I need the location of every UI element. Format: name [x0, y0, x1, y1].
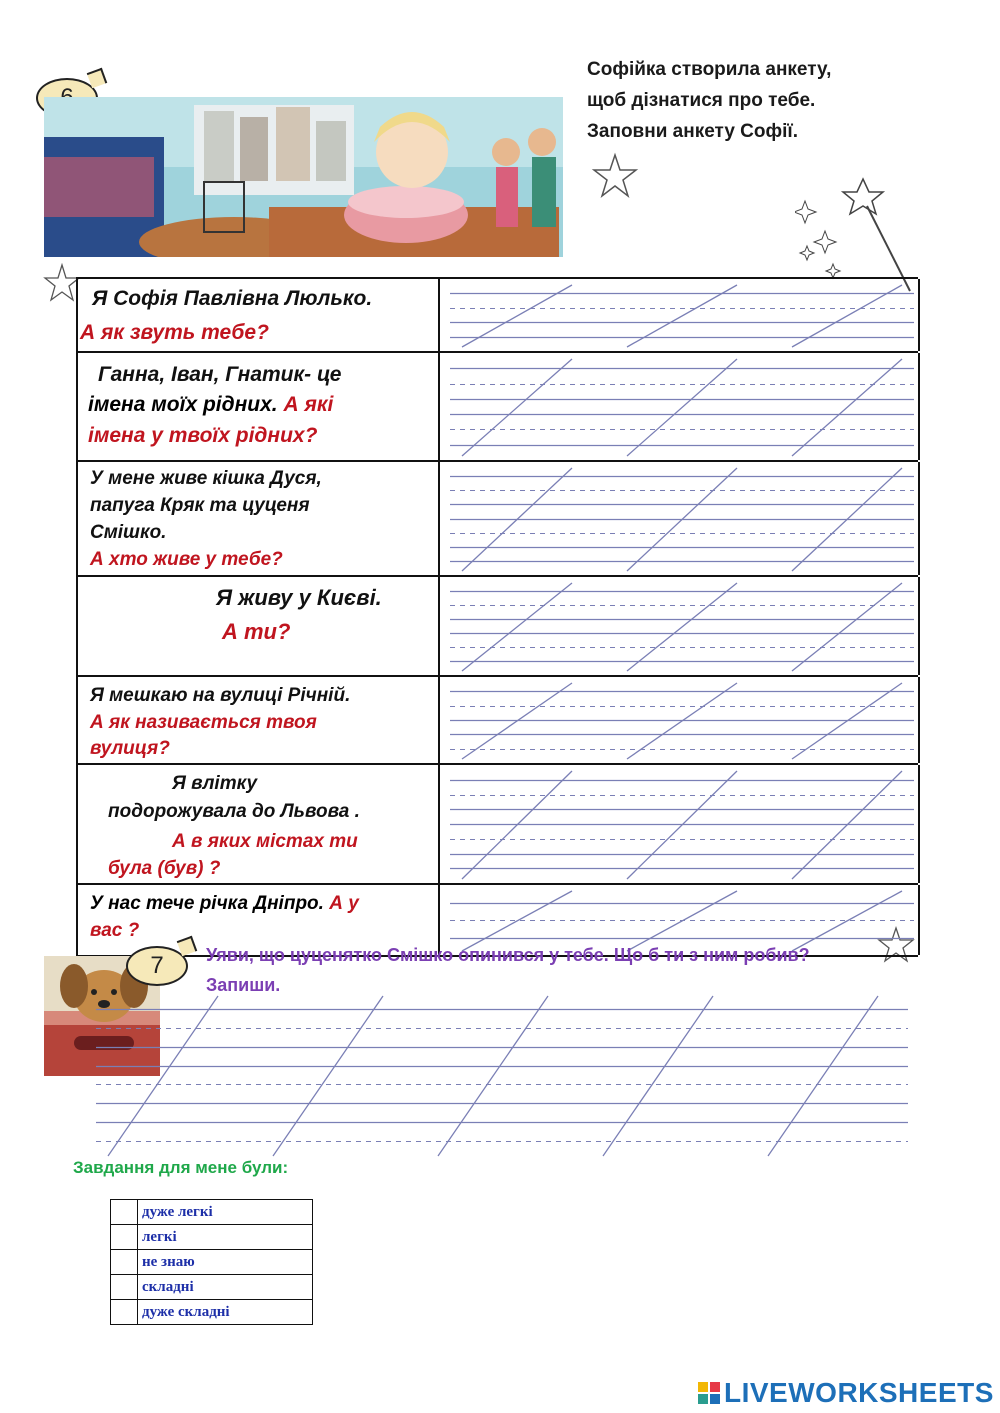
- question-cell: [78, 577, 440, 675]
- question-prompt: була (був) ?: [108, 858, 221, 879]
- question-text: Я мешкаю на вулиці Річній.: [90, 685, 351, 706]
- question-prompt: вулиця?: [90, 738, 170, 759]
- question-prompt: А як називається твоя: [90, 712, 317, 733]
- slant-guide-line: [627, 583, 737, 671]
- liveworksheets-logo: [698, 1377, 994, 1409]
- evaluation-checkbox[interactable]: [111, 1275, 138, 1300]
- question-prompt: імена у твоїх рідних?: [88, 424, 318, 447]
- answer-writing-lines[interactable]: [442, 677, 916, 763]
- answer-writing-lines[interactable]: [442, 765, 916, 883]
- question-prompt: А ти?: [222, 619, 291, 644]
- question-prompt: А у: [329, 893, 359, 914]
- question-cell: [78, 279, 440, 351]
- intro-line-3: Заповни анкету Софії.: [587, 121, 799, 142]
- question-text: імена моїх рідних.: [88, 393, 278, 416]
- slant-guide-line: [792, 359, 902, 456]
- evaluation-row: [111, 1250, 313, 1275]
- evaluation-option: дуже легкі: [138, 1200, 313, 1225]
- slant-guide-line: [462, 583, 572, 671]
- evaluation-checkbox[interactable]: [111, 1225, 138, 1250]
- evaluation-option: складні: [138, 1275, 313, 1300]
- slant-guide-line: [627, 359, 737, 456]
- slant-guide-line: [603, 996, 713, 1156]
- liveworksheets-mark-icon: [698, 1382, 720, 1404]
- evaluation-checkbox[interactable]: [111, 1200, 138, 1225]
- answer-writing-lines[interactable]: [442, 279, 916, 351]
- evaluation-row: [111, 1275, 313, 1300]
- evaluation-table: [110, 1199, 313, 1325]
- slant-guide-line: [273, 996, 383, 1156]
- answer-writing-lines[interactable]: [442, 353, 916, 460]
- question-prompt: А як звуть тебе?: [80, 321, 269, 344]
- intro-line-1: Софійка створила анкету,: [587, 59, 832, 80]
- question-text: папуга Кряк та цуценя: [90, 495, 310, 516]
- question-text: Я Софія Павлівна Люлько.: [92, 287, 373, 310]
- survey-row: [76, 462, 920, 575]
- slant-guide-line: [108, 996, 218, 1156]
- evaluation-row: [111, 1225, 313, 1250]
- evaluation-option: дуже складні: [138, 1300, 313, 1325]
- birthday-illustration: [44, 97, 563, 257]
- question-text: Я влітку: [172, 773, 258, 794]
- question-cell: [78, 765, 440, 883]
- survey-row: [76, 765, 920, 883]
- task-7-number: 7: [150, 952, 164, 979]
- slant-guide-line: [462, 359, 572, 456]
- slant-guide-line: [792, 583, 902, 671]
- intro-line-2: щоб дізнатися про тебе.: [587, 90, 816, 111]
- survey-table: [76, 277, 918, 957]
- intro-text: [587, 54, 831, 147]
- question-line: [88, 393, 333, 417]
- question-prompt: А хто живе у тебе?: [90, 549, 283, 570]
- answer-writing-lines[interactable]: [442, 577, 916, 675]
- task-7-instruction: Уяви, що цуценятко Смішко опинився у тебе. Що б ти з ним робив? Запиши.: [206, 945, 810, 995]
- evaluation-checkbox[interactable]: [111, 1300, 138, 1325]
- task-7-writing-lines[interactable]: [88, 990, 910, 1160]
- question-cell: [78, 677, 440, 763]
- answer-writing-lines[interactable]: [442, 462, 916, 575]
- task-7-badge: [126, 946, 188, 986]
- survey-row: [76, 279, 920, 351]
- question-cell: [78, 353, 440, 460]
- question-line: [90, 893, 359, 915]
- question-text: Смішко.: [90, 522, 167, 543]
- question-text: Я живу у Києві.: [216, 585, 382, 610]
- evaluation-option: легкі: [138, 1225, 313, 1250]
- evaluation-option: не знаю: [138, 1250, 313, 1275]
- survey-row: [76, 353, 920, 460]
- evaluation-row: [111, 1300, 313, 1325]
- question-cell: [78, 462, 440, 575]
- evaluation-row: [111, 1200, 313, 1225]
- question-text: У нас тече річка Дніпро.: [90, 893, 324, 914]
- survey-row: [76, 677, 920, 763]
- question-text: Ганна, Іван, Гнатик- це: [98, 363, 342, 386]
- evaluation-title: Завдання для мене були:: [73, 1158, 289, 1177]
- slant-guide-line: [768, 996, 878, 1156]
- question-prompt: А в яких містах ти: [172, 831, 358, 852]
- sparkle-star-icon: [590, 152, 640, 202]
- question-prompt: вас ?: [90, 920, 140, 941]
- question-text: подорожувала до Львова .: [108, 801, 360, 822]
- question-prompt: А які: [283, 393, 334, 416]
- question-text: У мене живе кішка Дуся,: [90, 468, 322, 489]
- slant-guide-line: [438, 996, 548, 1156]
- survey-row: [76, 577, 920, 675]
- logo-text: LIVEWORKSHEETS: [724, 1377, 994, 1408]
- evaluation-checkbox[interactable]: [111, 1250, 138, 1275]
